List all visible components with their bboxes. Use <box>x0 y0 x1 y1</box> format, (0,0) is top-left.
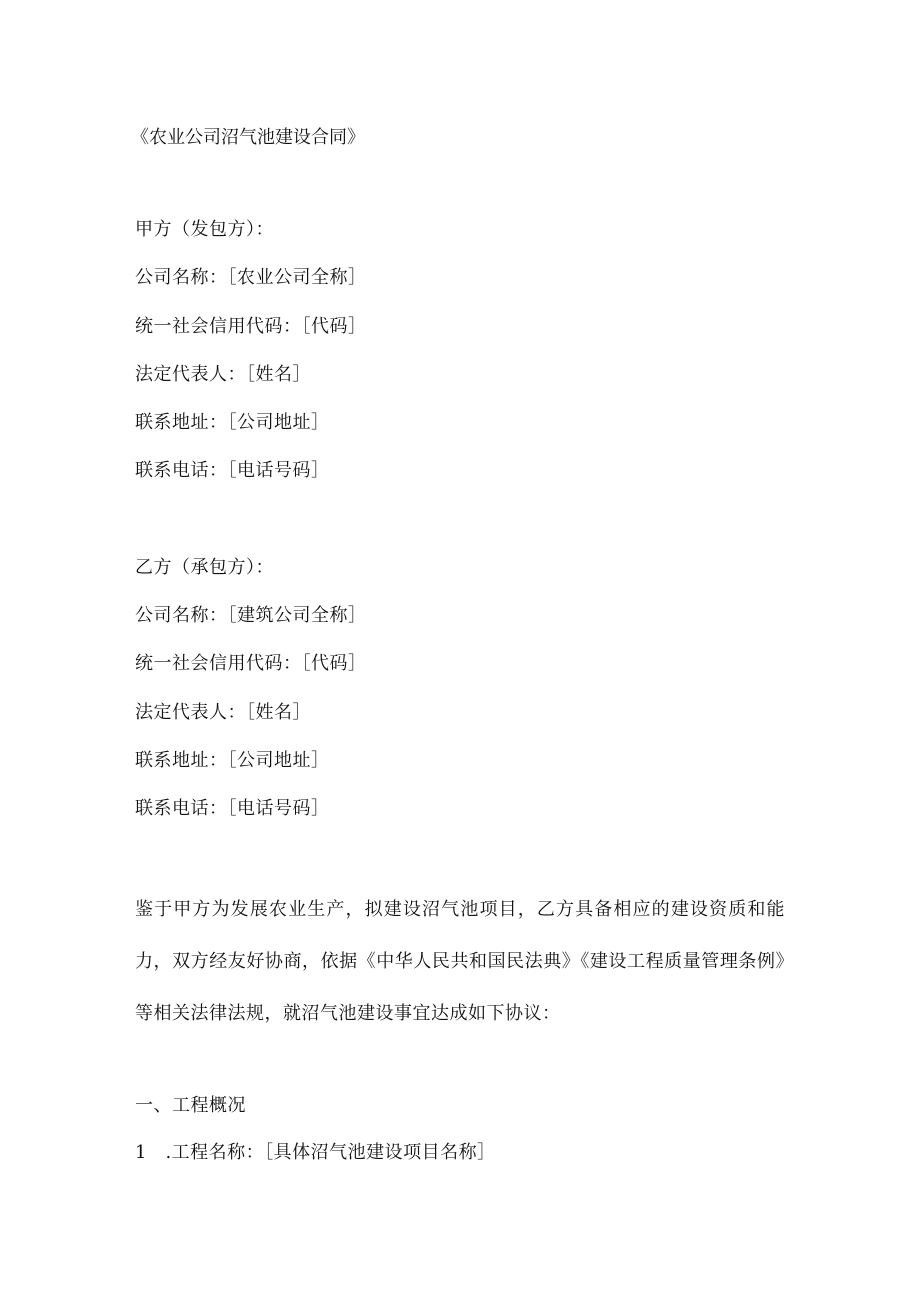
party-b-phone: 联系电话：［电话号码］ <box>135 798 330 819</box>
party-a-phone: 联系电话：［电话号码］ <box>135 460 330 481</box>
party-a-credit-code: 统一社会信用代码：［代码］ <box>135 316 367 337</box>
party-a-heading: 甲方（发包方）： <box>135 219 274 240</box>
party-a-legal-rep: 法定代表人：［姓名］ <box>135 364 311 385</box>
party-b-legal-rep: 法定代表人：［姓名］ <box>135 702 311 723</box>
party-b-company-name: 公司名称：［建筑公司全称］ <box>135 605 367 626</box>
party-a-address: 联系地址：［公司地址］ <box>135 412 330 433</box>
section-1-heading: 一、工程概况 <box>135 1095 246 1116</box>
party-b-address: 联系地址：［公司地址］ <box>135 750 330 771</box>
party-b-credit-code: 统一社会信用代码：［代码］ <box>135 653 367 674</box>
section-1-item-1: 1 .工程名称：［具体沼气池建设项目名称］ <box>135 1142 496 1163</box>
party-b-heading: 乙方（承包方）： <box>135 557 274 578</box>
document-title: 《农业公司沼气池建设合同》 <box>131 127 365 148</box>
preamble-paragraph: 鉴于甲方为发展农业生产，拟建设沼气池项目，乙方具备相应的建设资质和能力，双方经友好协商，依据《中华人民共和国民法典》《建设工程质量管理条例》等相关法律法规，就沼气池建设事宜达成如下协议： <box>135 899 785 1024</box>
party-a-company-name: 公司名称：［农业公司全称］ <box>135 267 367 288</box>
